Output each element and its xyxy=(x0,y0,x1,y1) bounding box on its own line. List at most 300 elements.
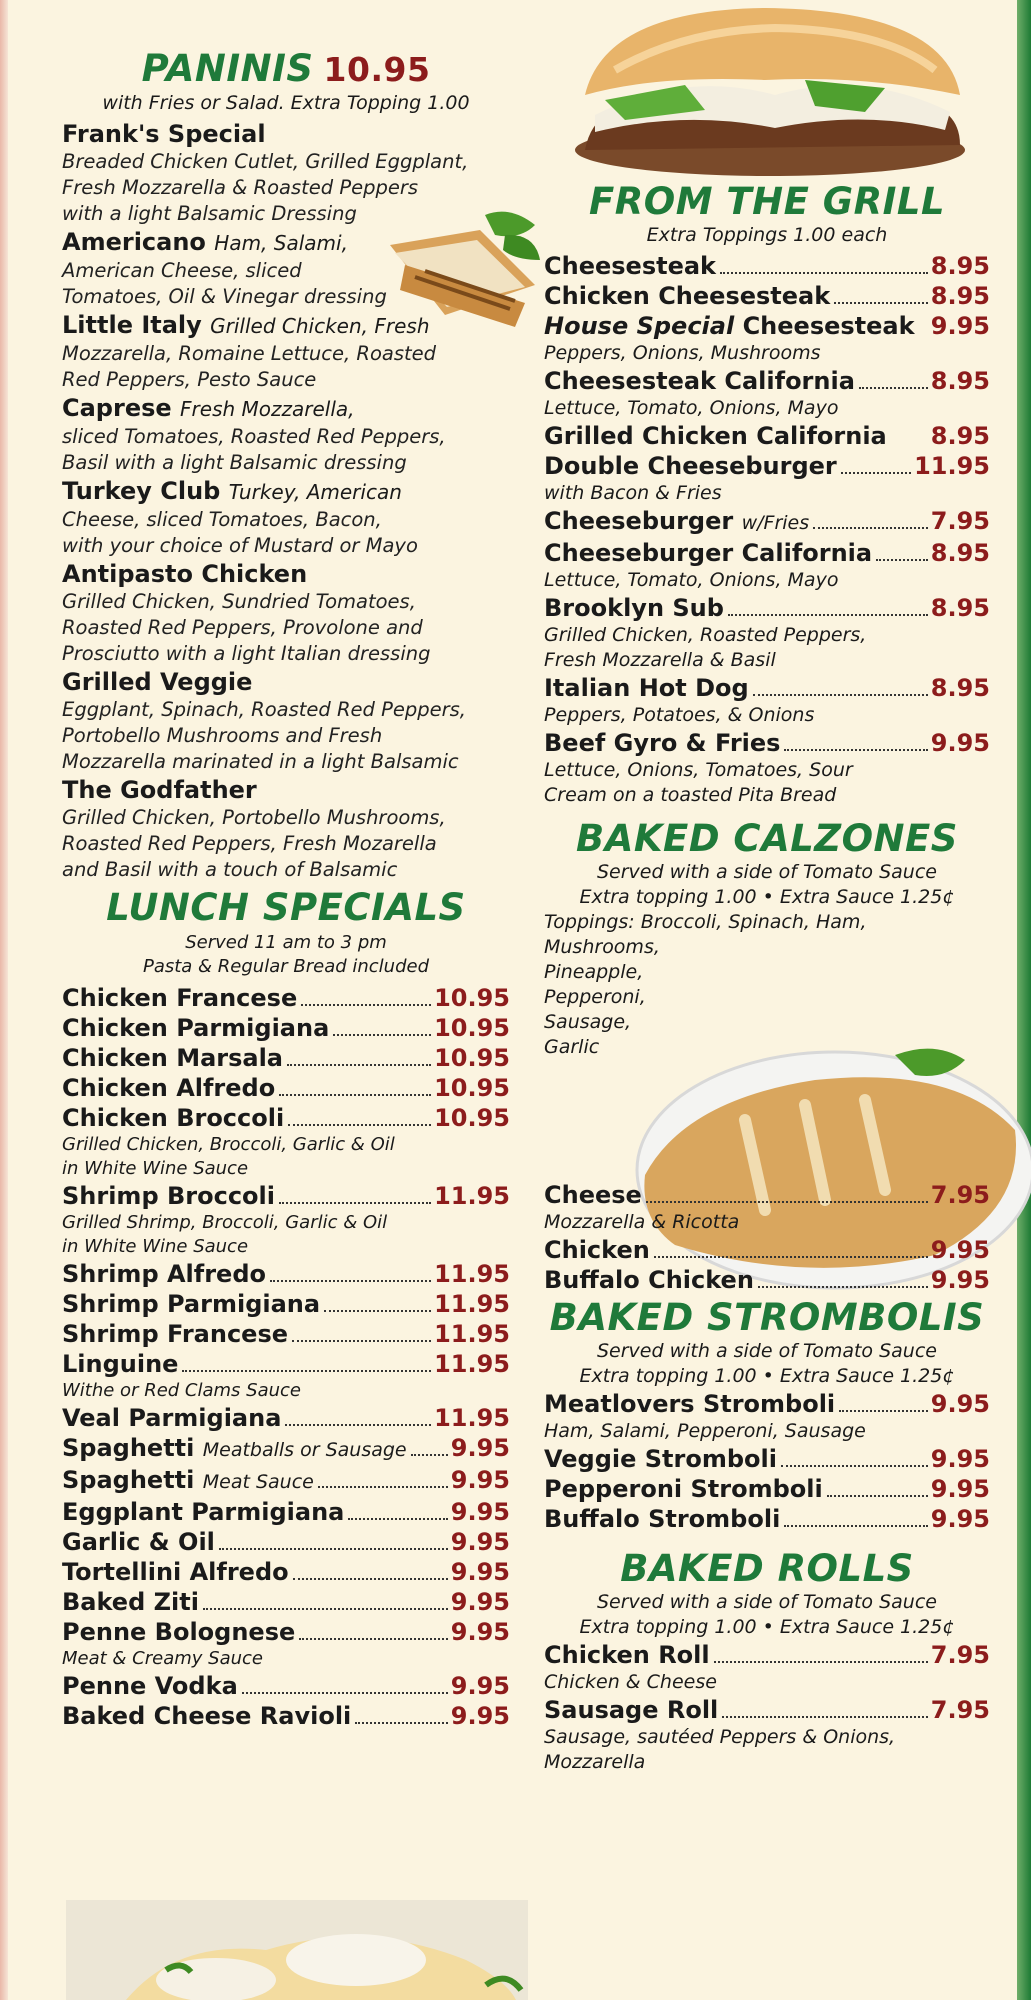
lunch-item-price: 10.95 xyxy=(434,984,510,1012)
stromboli-item-row xyxy=(544,1504,990,1534)
calzones-note-sauce: Served with a side of Tomato Sauce xyxy=(597,861,937,883)
lunch-item-name xyxy=(62,1013,329,1043)
lunch-item-name xyxy=(62,1259,266,1289)
grill-item-sub-desc: Peppers, Potatoes, & Onions xyxy=(544,704,815,726)
panini-name-text: Frank's Special xyxy=(62,120,266,148)
grill-item-leader xyxy=(813,527,928,529)
lunch-item-price: 11.95 xyxy=(434,1260,510,1288)
panini-inline-desc: Turkey, American xyxy=(228,480,402,504)
pasta-image xyxy=(66,1900,528,2000)
grill-item-leader xyxy=(876,559,928,561)
lunch-item-leader xyxy=(219,1548,448,1550)
stromboli-item-row xyxy=(544,1444,990,1474)
grill-item-name-text: Cheeseburger xyxy=(544,507,734,535)
panini-desc-line: Mozzarella marinated in a light Balsamic xyxy=(62,750,459,773)
grill-item-leader xyxy=(784,749,927,751)
grill-item-price: 8.95 xyxy=(930,252,990,280)
grill-item-sub-desc: Lettuce, Tomato, Onions, Mayo xyxy=(544,569,839,591)
panini-item-name xyxy=(62,476,510,507)
right-column xyxy=(544,0,990,1775)
lunch-item-row xyxy=(62,1289,510,1319)
lunch-item-leader xyxy=(324,1310,431,1312)
lunch-item-leader xyxy=(242,1692,448,1694)
lunch-item-name xyxy=(62,983,297,1013)
lunch-item-name xyxy=(62,1289,320,1319)
lunch-item-name-text: Veal Parmigiana xyxy=(62,1404,282,1432)
strombolis-note-sauce: Served with a side of Tomato Sauce xyxy=(597,1340,937,1362)
grill-item-name-text: Italian Hot Dog xyxy=(544,674,749,702)
grill-item-row xyxy=(544,366,990,396)
lunch-item-name xyxy=(62,1181,275,1211)
grill-item-leader xyxy=(841,472,911,474)
calzone-item-name xyxy=(544,1235,650,1265)
panini-desc-line: Roasted Red Peppers, Fresh Mozarella xyxy=(62,832,437,855)
panini-name-text: Caprese xyxy=(62,394,172,422)
roll-item-price: 7.95 xyxy=(930,1696,990,1724)
panini-name-text: Grilled Veggie xyxy=(62,668,253,696)
calzone-item-name xyxy=(544,1180,642,1210)
panini-inline-desc: Ham, Salami, xyxy=(214,231,348,255)
grill-item-name xyxy=(544,281,830,311)
panini-item xyxy=(62,119,510,227)
lunch-item-row xyxy=(62,1527,510,1557)
lunch-item-leader xyxy=(288,1124,431,1126)
grill-item-price: 9.95 xyxy=(930,312,990,340)
lunch-item-name xyxy=(62,1073,275,1103)
lunch-item-price: 10.95 xyxy=(434,1044,510,1072)
grill-list xyxy=(544,251,990,808)
grill-item-row xyxy=(544,451,990,481)
lunch-item-row xyxy=(62,1433,510,1465)
lunch-item-price: 9.95 xyxy=(450,1498,510,1526)
lunch-item-price: 11.95 xyxy=(434,1350,510,1378)
lunch-item-price: 9.95 xyxy=(450,1672,510,1700)
lunch-item-row xyxy=(62,1671,510,1701)
panini-item xyxy=(62,310,510,393)
lunch-item-price: 9.95 xyxy=(450,1528,510,1556)
grill-item-sub-desc: Fresh Mozzarella & Basil xyxy=(544,649,776,671)
stromboli-item-row xyxy=(544,1389,990,1419)
stromboli-item-leader xyxy=(781,1465,928,1467)
grill-item-name-text: Brooklyn Sub xyxy=(544,594,724,622)
panini-item xyxy=(62,227,510,310)
calzone-item-name-text: Cheese xyxy=(544,1181,642,1209)
calzone-item-leader xyxy=(758,1286,928,1288)
stromboli-item-name-text: Meatlovers Stromboli xyxy=(544,1390,836,1418)
grill-item-leader xyxy=(834,302,928,304)
stromboli-item-sub-desc: Ham, Salami, Pepperoni, Sausage xyxy=(544,1420,866,1442)
roll-item-row xyxy=(544,1640,990,1670)
roll-item-name xyxy=(544,1640,710,1670)
panini-desc-line: sliced Tomatoes, Roasted Red Peppers, xyxy=(62,425,446,448)
left-edge-stripe xyxy=(0,0,8,2000)
lunch-item-name-text: Shrimp Broccoli xyxy=(62,1182,275,1210)
left-column xyxy=(62,0,510,1731)
lunch-item-name-text: Eggplant Parmigiana xyxy=(62,1498,345,1526)
calzone-topping-line: Toppings: Broccoli, Spinach, Ham, xyxy=(544,911,867,933)
panini-desc-line: Red Peppers, Pesto Sauce xyxy=(62,368,317,391)
grill-item-name xyxy=(544,728,780,758)
grill-item-leader xyxy=(859,387,928,389)
grill-item-inline-desc: w/Fries xyxy=(741,512,810,534)
calzone-item-leader xyxy=(654,1256,928,1258)
panini-item-name xyxy=(62,775,510,805)
calzones-title: BAKED CALZONES xyxy=(576,817,958,860)
lunch-item-name-text: Penne Bolognese xyxy=(62,1618,296,1646)
roll-item-sub-desc: Sausage, sautéed Peppers & Onions, xyxy=(544,1726,896,1748)
lunch-item-row xyxy=(62,1557,510,1587)
grill-item-name xyxy=(544,251,716,281)
grill-item-price: 8.95 xyxy=(930,674,990,702)
lunch-item-leader xyxy=(203,1608,448,1610)
lunch-item-row xyxy=(62,1349,510,1379)
lunch-item-row xyxy=(62,1181,510,1211)
calzone-item-price: 9.95 xyxy=(930,1236,990,1264)
grill-item-row xyxy=(544,506,990,538)
calzone-item-sub-desc: Mozzarella & Ricotta xyxy=(544,1211,740,1233)
panini-item xyxy=(62,393,510,476)
lunch-item-name xyxy=(62,1617,295,1647)
stromboli-list xyxy=(544,1389,990,1534)
grill-item-sub-desc: Grilled Chicken, Roasted Peppers, xyxy=(544,624,867,646)
grill-item-price: 9.95 xyxy=(930,729,990,757)
lunch-item-leader xyxy=(182,1370,431,1372)
stromboli-item-price: 9.95 xyxy=(930,1505,990,1533)
panini-item xyxy=(62,559,510,667)
roll-item-name xyxy=(544,1695,718,1725)
lunch-item-sub-desc: in White Wine Sauce xyxy=(62,1158,249,1179)
panini-desc-line: Breaded Chicken Cutlet, Grilled Eggplant, xyxy=(62,150,469,173)
roll-item-sub-desc: Chicken & Cheese xyxy=(544,1671,717,1693)
grill-item-name xyxy=(544,538,872,568)
lunch-item-price: 11.95 xyxy=(434,1290,510,1318)
grill-item-price: 8.95 xyxy=(930,539,990,567)
grill-item-price: 8.95 xyxy=(930,367,990,395)
grill-item-name-text: Double Cheeseburger xyxy=(544,452,837,480)
lunch-item-price: 10.95 xyxy=(434,1104,510,1132)
rolls-list xyxy=(544,1640,990,1775)
calzone-item-name-text: Chicken xyxy=(544,1236,650,1264)
lunch-item-name xyxy=(62,1103,284,1133)
panini-desc-line: with a light Balsamic Dressing xyxy=(62,202,357,225)
panini-item xyxy=(62,476,510,559)
lunch-item-leader xyxy=(318,1486,448,1488)
calzone-topping-line: Sausage, xyxy=(544,1011,632,1033)
grill-item-row xyxy=(544,281,990,311)
lunch-item-leader xyxy=(293,1578,448,1580)
lunch-item-name xyxy=(62,1465,314,1497)
grill-item-sub-desc: Lettuce, Tomato, Onions, Mayo xyxy=(544,397,839,419)
panini-item xyxy=(62,775,510,883)
lunch-item-leader xyxy=(333,1034,431,1036)
lunch-item-leader xyxy=(411,1454,448,1456)
calzone-item-name xyxy=(544,1265,754,1295)
lunch-item-price: 9.95 xyxy=(450,1588,510,1616)
lunch-item-price: 9.95 xyxy=(450,1618,510,1646)
lunch-item-name xyxy=(62,1671,238,1701)
lunch-item-leader xyxy=(279,1094,431,1096)
grill-note: Extra Toppings 1.00 each xyxy=(646,224,888,246)
lunch-item-row xyxy=(62,1617,510,1647)
calzone-item-name-text: Buffalo Chicken xyxy=(544,1266,754,1294)
stromboli-item-leader xyxy=(839,1410,928,1412)
lunch-item-name xyxy=(62,1587,199,1617)
lunch-item-row xyxy=(62,1497,510,1527)
grill-item-leader xyxy=(720,272,928,274)
grill-item-name-text: Cheesesteak xyxy=(742,312,915,340)
lunch-item-name-text: Penne Vodka xyxy=(62,1672,238,1700)
grill-item-row xyxy=(544,421,990,451)
lunch-list xyxy=(62,983,510,1731)
lunch-item-row xyxy=(62,1403,510,1433)
grill-item-name xyxy=(544,311,915,341)
grill-item-name-prefix: House Special xyxy=(544,312,735,340)
panini-inline-desc: Fresh Mozzarella, xyxy=(180,397,355,421)
lunch-item-name-text: Spaghetti xyxy=(62,1434,195,1462)
grill-item-row xyxy=(544,673,990,703)
stromboli-item-price: 9.95 xyxy=(930,1475,990,1503)
lunch-item-name-text: Chicken Marsala xyxy=(62,1044,284,1072)
panini-inline-desc: Grilled Chicken, Fresh xyxy=(210,314,430,338)
roll-item-name-text: Chicken Roll xyxy=(544,1641,710,1669)
lunch-item-leader xyxy=(301,1004,431,1006)
lunch-item-sub-desc: Grilled Chicken, Broccoli, Garlic & Oil xyxy=(62,1134,395,1155)
lunch-item-name xyxy=(62,1557,289,1587)
calzone-item-row xyxy=(544,1180,990,1210)
lunch-item-price: 11.95 xyxy=(434,1404,510,1432)
grill-item-sub-desc: with Bacon & Fries xyxy=(544,482,722,504)
lunch-item-leader xyxy=(285,1424,431,1426)
lunch-item-row xyxy=(62,1013,510,1043)
grill-item-name xyxy=(544,673,749,703)
roll-item-row xyxy=(544,1695,990,1725)
stromboli-item-name xyxy=(544,1444,777,1474)
lunch-item-price: 11.95 xyxy=(434,1182,510,1210)
grill-item-name-text: Chicken Cheesesteak xyxy=(544,282,831,310)
lunch-item-name-text: Tortellini Alfredo xyxy=(62,1558,289,1586)
lunch-item-name-text: Garlic & Oil xyxy=(62,1528,215,1556)
panini-item-name xyxy=(62,667,510,697)
grill-item-row xyxy=(544,251,990,281)
lunch-item-row xyxy=(62,983,510,1013)
lunch-item-price: 11.95 xyxy=(434,1320,510,1348)
lunch-specials-title: LUNCH SPECIALS xyxy=(106,886,466,929)
calzone-item-price: 9.95 xyxy=(930,1266,990,1294)
lunch-item-name xyxy=(62,1433,407,1465)
stromboli-item-name-text: Veggie Stromboli xyxy=(544,1445,777,1473)
lunch-note-included: Pasta & Regular Bread included xyxy=(142,956,430,977)
stromboli-item-name xyxy=(544,1504,780,1534)
calzone-item-price: 7.95 xyxy=(930,1181,990,1209)
calzones-note-extra: Extra topping 1.00 • Extra Sauce 1.25¢ xyxy=(579,886,955,908)
grill-item-price: 11.95 xyxy=(914,452,990,480)
stromboli-item-leader xyxy=(827,1495,928,1497)
lunch-item-row xyxy=(62,1259,510,1289)
grill-item-price: 7.95 xyxy=(930,507,990,535)
panini-item-name xyxy=(62,119,510,149)
paninis-note: with Fries or Salad. Extra Topping 1.00 xyxy=(102,92,470,114)
grill-item-price: 8.95 xyxy=(930,594,990,622)
lunch-item-name-text: Chicken Alfredo xyxy=(62,1074,276,1102)
panini-item-name xyxy=(62,310,510,341)
lunch-item-row xyxy=(62,1465,510,1497)
lunch-item-name xyxy=(62,1319,288,1349)
lunch-item-leader xyxy=(355,1722,448,1724)
panini-name-text: Little Italy xyxy=(62,311,202,339)
lunch-item-price: 10.95 xyxy=(434,1074,510,1102)
stromboli-item-name xyxy=(544,1474,823,1504)
panini-desc-line: Grilled Chicken, Portobello Mushrooms, xyxy=(62,806,446,829)
panini-item-name xyxy=(62,227,510,258)
grill-item-name-text: Cheesesteak California xyxy=(544,367,855,395)
lunch-item-sub-desc: Meat & Creamy Sauce xyxy=(62,1648,263,1669)
calzone-topping-line: Garlic xyxy=(544,1036,600,1058)
lunch-item-name xyxy=(62,1497,344,1527)
panini-name-text: The Godfather xyxy=(62,776,257,804)
panini-desc-line: Cheese, sliced Tomatoes, Bacon, xyxy=(62,508,382,531)
lunch-note-hours: Served 11 am to 3 pm xyxy=(185,932,387,953)
lunch-item-row xyxy=(62,1073,510,1103)
lunch-item-row xyxy=(62,1701,510,1731)
grill-item-price: 8.95 xyxy=(930,422,990,450)
calzone-topping-line: Mushrooms, xyxy=(544,936,660,958)
roll-item-leader xyxy=(722,1716,928,1718)
grill-item-row xyxy=(544,728,990,758)
lunch-item-sub-desc: Grilled Shrimp, Broccoli, Garlic & Oil xyxy=(62,1212,388,1233)
lunch-item-leader xyxy=(287,1064,431,1066)
calzone-item-leader xyxy=(646,1201,928,1203)
panini-name-text: Americano xyxy=(62,228,206,256)
stromboli-item-leader xyxy=(784,1525,927,1527)
rolls-note-sauce: Served with a side of Tomato Sauce xyxy=(597,1591,937,1613)
grill-item-sub-desc: Peppers, Onions, Mushrooms xyxy=(544,342,821,364)
roll-item-leader xyxy=(714,1661,928,1663)
lunch-item-leader xyxy=(270,1280,431,1282)
stromboli-item-price: 9.95 xyxy=(930,1390,990,1418)
lunch-item-name-text: Baked Cheese Ravioli xyxy=(62,1702,352,1730)
grill-item-name xyxy=(544,366,855,396)
stromboli-item-row xyxy=(544,1474,990,1504)
rolls-note-extra: Extra topping 1.00 • Extra Sauce 1.25¢ xyxy=(579,1616,955,1638)
grill-item-name xyxy=(544,421,887,451)
calzone-topping-line: Pepperoni, xyxy=(544,986,646,1008)
grill-item-name-text: Cheesesteak xyxy=(544,252,717,280)
lunch-item-name xyxy=(62,1043,283,1073)
stromboli-item-name xyxy=(544,1389,835,1419)
paninis-list xyxy=(62,119,510,883)
grill-item-name xyxy=(544,506,809,538)
lunch-item-name-text: Chicken Parmigiana xyxy=(62,1014,330,1042)
lunch-item-name-text: Spaghetti xyxy=(62,1466,195,1494)
lunch-item-inline-desc: Meat Sauce xyxy=(202,1471,314,1493)
calzone-item-row xyxy=(544,1235,990,1265)
roll-item-sub-desc: Mozzarella xyxy=(544,1751,646,1773)
panini-desc-line: with your choice of Mustard or Mayo xyxy=(62,534,418,557)
lunch-item-name-text: Baked Ziti xyxy=(62,1588,199,1616)
roll-item-price: 7.95 xyxy=(930,1641,990,1669)
grill-title: FROM THE GRILL xyxy=(588,180,946,223)
stromboli-item-price: 9.95 xyxy=(930,1445,990,1473)
panini-desc-line: Portobello Mushrooms and Fresh xyxy=(62,724,383,747)
panini-item-name xyxy=(62,393,510,424)
grill-item-name-text: Beef Gyro & Fries xyxy=(544,729,781,757)
panini-desc-line: American Cheese, sliced xyxy=(62,259,302,282)
panini-desc-line: Fresh Mozzarella & Roasted Peppers xyxy=(62,176,419,199)
right-edge-stripe xyxy=(1017,0,1031,2000)
panini-name-text: Turkey Club xyxy=(62,477,221,505)
lunch-item-name-text: Shrimp Alfredo xyxy=(62,1260,266,1288)
calzone-toppings xyxy=(544,910,990,1180)
calzone-item-row xyxy=(544,1265,990,1295)
lunch-item-leader xyxy=(279,1202,431,1204)
lunch-item-name-text: Chicken Broccoli xyxy=(62,1104,285,1132)
panini-desc-line: Grilled Chicken, Sundried Tomatoes, xyxy=(62,590,416,613)
lunch-item-name xyxy=(62,1403,281,1433)
panini-desc-line: Eggplant, Spinach, Roasted Red Peppers, xyxy=(62,698,466,721)
strombolis-note-extra: Extra topping 1.00 • Extra Sauce 1.25¢ xyxy=(579,1365,955,1387)
grill-item-row xyxy=(544,311,990,341)
lunch-item-leader xyxy=(348,1518,447,1520)
lunch-item-row xyxy=(62,1587,510,1617)
paninis-price: 10.95 xyxy=(323,50,431,89)
calzone-topping-line: Pineapple, xyxy=(544,961,644,983)
grill-item-price: 8.95 xyxy=(930,282,990,310)
lunch-item-leader xyxy=(292,1340,431,1342)
panini-desc-line: and Basil with a touch of Balsamic xyxy=(62,858,398,881)
lunch-item-name xyxy=(62,1701,351,1731)
panini-name-text: Antipasto Chicken xyxy=(62,560,308,588)
panini-desc-line: Prosciutto with a light Italian dressing xyxy=(62,642,431,665)
panini-desc-line: Roasted Red Peppers, Provolone and xyxy=(62,616,423,639)
grill-item-name-text: Grilled Chicken California xyxy=(544,422,887,450)
lunch-item-sub-desc: Withe or Red Clams Sauce xyxy=(62,1380,301,1401)
grill-item-leader xyxy=(728,614,928,616)
lunch-item-name-text: Linguine xyxy=(62,1350,179,1378)
lunch-item-row xyxy=(62,1043,510,1073)
stromboli-item-name-text: Pepperoni Stromboli xyxy=(544,1475,823,1503)
lunch-item-name xyxy=(62,1349,178,1379)
lunch-item-leader xyxy=(299,1638,448,1640)
lunch-item-price: 9.95 xyxy=(450,1434,510,1462)
lunch-item-name-text: Shrimp Parmigiana xyxy=(62,1290,321,1318)
rolls-title: BAKED ROLLS xyxy=(620,1547,914,1590)
panini-item-name xyxy=(62,559,510,589)
lunch-item-price: 9.95 xyxy=(450,1466,510,1494)
panini-desc-line: Basil with a light Balsamic dressing xyxy=(62,451,407,474)
grill-item-sub-desc: Cream on a toasted Pita Bread xyxy=(544,784,837,806)
lunch-item-price: 9.95 xyxy=(450,1702,510,1730)
paninis-title xyxy=(62,48,510,91)
lunch-item-name-text: Shrimp Francese xyxy=(62,1320,289,1348)
paninis-title-text: PANINIS xyxy=(141,47,314,90)
stromboli-item-name-text: Buffalo Stromboli xyxy=(544,1505,781,1533)
grill-item-sub-desc: Lettuce, Onions, Tomatoes, Sour xyxy=(544,759,853,781)
panini-desc-line: Tomatoes, Oil & Vinegar dressing xyxy=(62,285,387,308)
panini-item xyxy=(62,667,510,775)
lunch-item-price: 10.95 xyxy=(434,1014,510,1042)
grill-item-name-text: Cheeseburger California xyxy=(544,539,873,567)
strombolis-title: BAKED STROMBOLIS xyxy=(549,1296,985,1339)
panini-desc-line: Mozzarella, Romaine Lettuce, Roasted xyxy=(62,342,437,365)
grill-item-row xyxy=(544,593,990,623)
grill-item-leader xyxy=(753,694,928,696)
lunch-item-row xyxy=(62,1319,510,1349)
lunch-item-sub-desc: in White Wine Sauce xyxy=(62,1236,249,1257)
lunch-item-price: 9.95 xyxy=(450,1558,510,1586)
lunch-item-name xyxy=(62,1527,215,1557)
lunch-item-name-text: Chicken Francese xyxy=(62,984,298,1012)
calzone-list xyxy=(544,1180,990,1295)
